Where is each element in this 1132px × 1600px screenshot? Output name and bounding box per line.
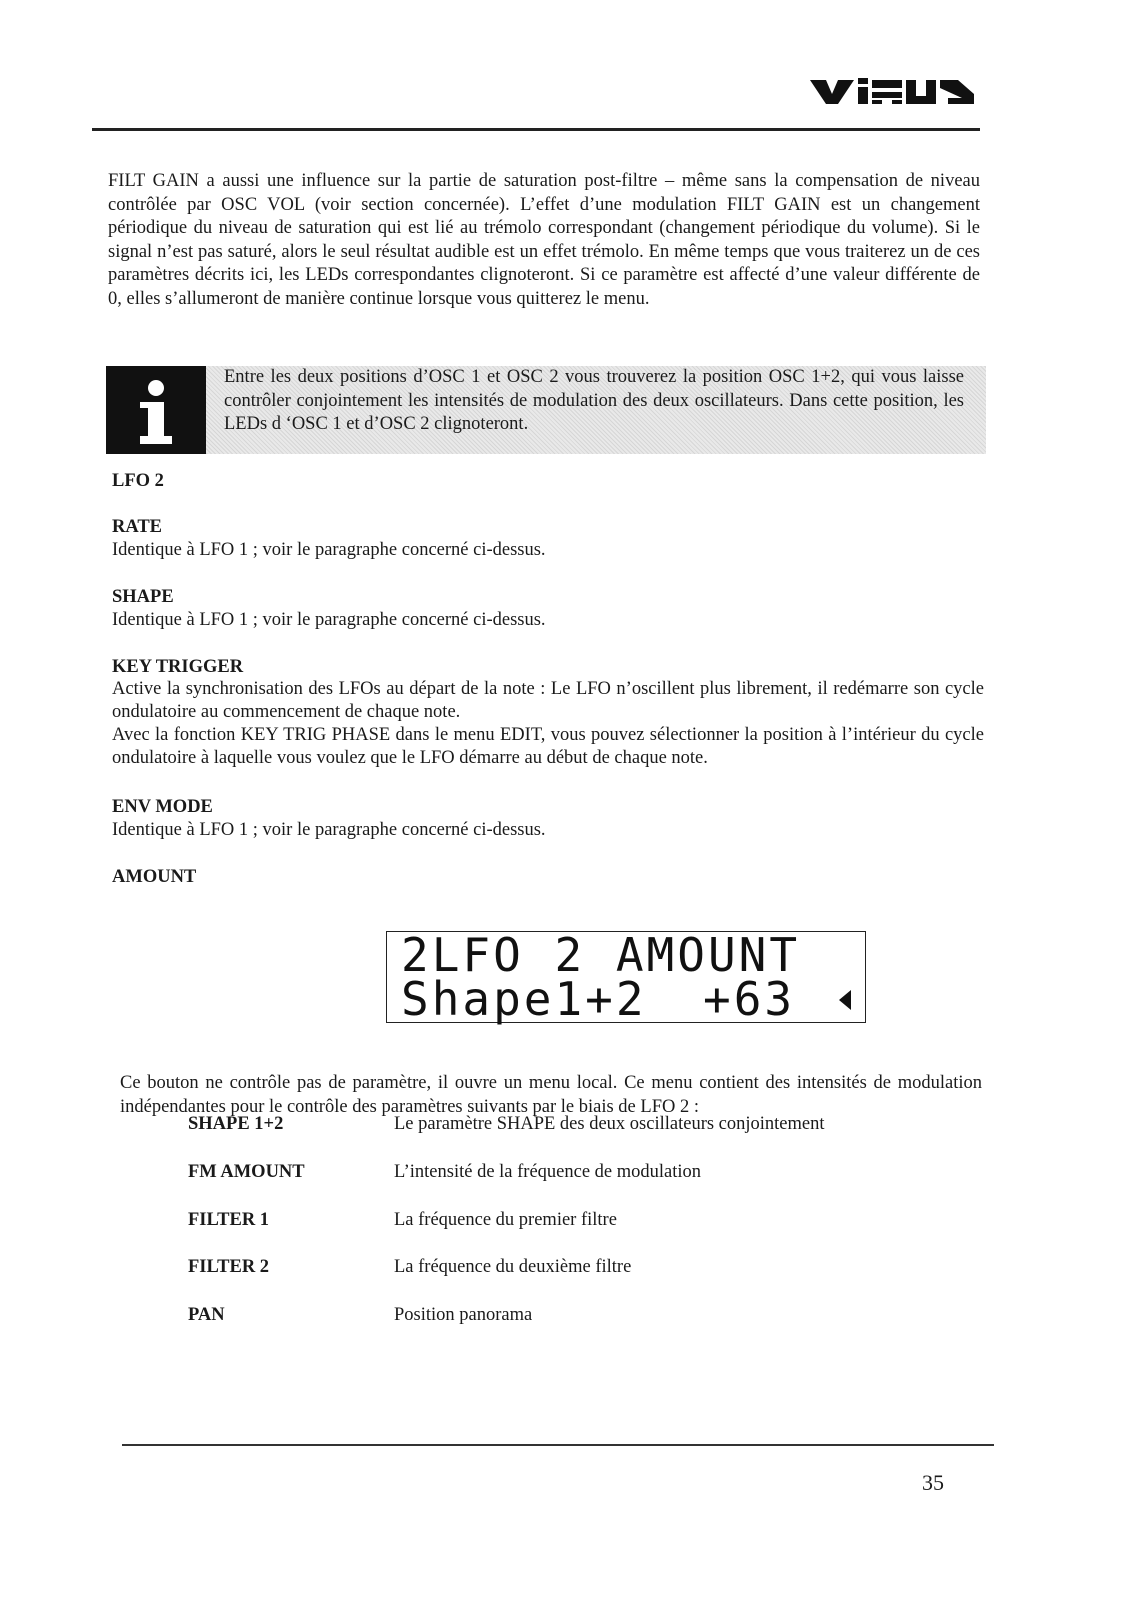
amount-paragraph: Ce bouton ne contrôle pas de paramètre, il ouvre un menu local. Ce menu contient des intensités de modulation indépendantes pour le contrôle des paramètres suivants par le biais de LFO 2 : [120, 1073, 982, 1117]
lcd-cursor-arrow-icon [839, 990, 851, 1010]
heading-amount: AMOUNT [112, 867, 197, 887]
definition-term: FILTER 1 [188, 1210, 270, 1230]
heading-key-trigger: KEY TRIGGER [112, 657, 244, 677]
header-rule [92, 128, 980, 131]
definition-row [188, 1208, 988, 1234]
info-text: Entre les deux positions d’OSC 1 et OSC 2 vous trouverez la position OSC 1+2, qui vous laisse contrôler conjointement les intensités de modulation des deux oscillateurs. Dans cette position, les LEDs d ‘OSC 1 et d’OSC 2 clignoteront. [224, 367, 964, 434]
rate-text: Identique à LFO 1 ; voir le paragraphe concerné ci-dessus. [112, 540, 546, 560]
key-trigger-text-2: Avec la fonction KEY TRIG PHASE dans le menu EDIT, vous pouvez sélectionner la position à l’intérieur du cycle ondulatoire à laquelle vous voulez que le LFO démarre au début de chaque note. [112, 725, 984, 768]
definition-row [188, 1303, 988, 1329]
page-number: 35 [922, 1470, 944, 1495]
definition-desc: La fréquence du deuxième filtre [394, 1257, 632, 1277]
definition-term: PAN [188, 1305, 225, 1325]
section-title: LFO 2 [112, 471, 164, 491]
info-box [106, 366, 986, 454]
definition-term: FM AMOUNT [188, 1162, 305, 1182]
footer-rule [122, 1444, 994, 1446]
shape-text: Identique à LFO 1 ; voir le paragraphe concerné ci-dessus. [112, 610, 546, 630]
definition-desc: Position panorama [394, 1305, 533, 1325]
key-trigger-text-1: Active la synchronisation des LFOs au départ de la note : Le LFO n’oscillent plus librement, il redémarre son cycle ondulatoire au commencement de chaque note. [112, 679, 984, 722]
definition-row [188, 1255, 988, 1281]
definition-desc: La fréquence du premier filtre [394, 1210, 617, 1230]
info-icon [106, 366, 206, 454]
definition-row [188, 1112, 988, 1138]
definition-desc: Le paramètre SHAPE des deux oscillateurs conjointement [394, 1114, 825, 1134]
intro-paragraph: FILT GAIN a aussi une influence sur la partie de saturation post-filtre – même sans la compensation de niveau contrôlée par OSC VOL (voir section concernée). L’effet d’une modulation FILT GAIN est un changement périodique du niveau de saturation qui est lié au trémolo correspondant (changement périodique du volume). Si le signal n’est pas saturé, alors le seul résultat audible est un effet trémolo. En même temps que vous traiterez un de ces paramètres décrits ici, les LEDs correspondantes clignoteront. Si ce paramètre est affecté d’une valeur différente de 0, elles s’allumeront de manière continue lorsque vous quitterez le menu. [108, 171, 980, 309]
heading-shape: SHAPE [112, 587, 174, 607]
lcd-line-1: 2LFO 2 AMOUNT [401, 928, 801, 982]
heading-env-mode: ENV MODE [112, 797, 213, 817]
heading-rate: RATE [112, 517, 163, 537]
definition-desc: L’intensité de la fréquence de modulation [394, 1162, 702, 1182]
definition-term: SHAPE 1+2 [188, 1114, 284, 1134]
env-mode-text: Identique à LFO 1 ; voir le paragraphe concerné ci-dessus. [112, 820, 546, 840]
lcd-value: +63 [703, 972, 796, 1026]
lcd-display [386, 928, 866, 1026]
definition-row [188, 1160, 988, 1186]
lcd-line-2: Shape1+2 [401, 972, 647, 1026]
definition-term: FILTER 2 [188, 1257, 270, 1277]
virus-logo [808, 72, 976, 108]
